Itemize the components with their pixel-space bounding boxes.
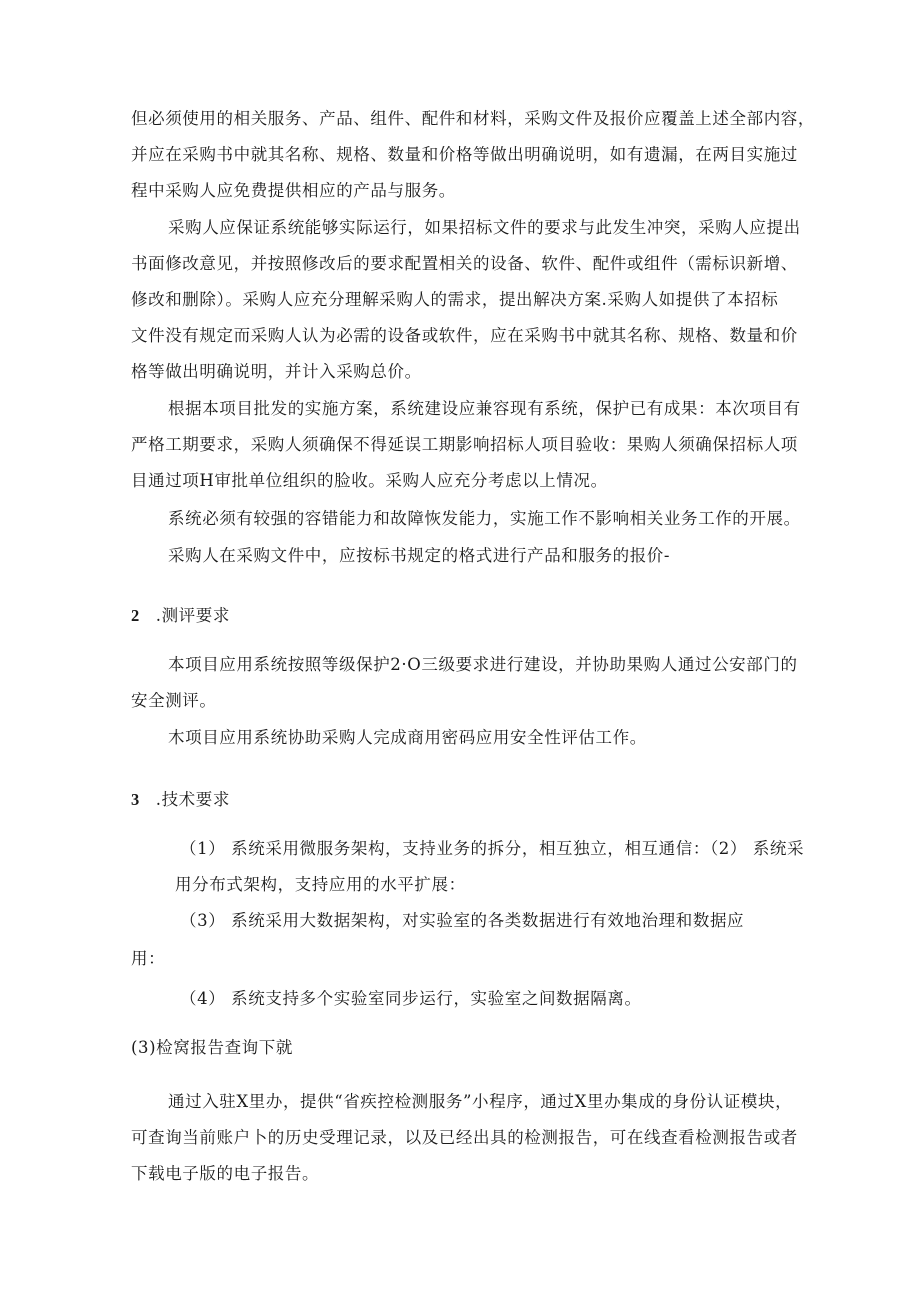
paragraph-line: 通过入驻X里办，提供“省疾控检测服务”小程序，通过X里办集成的身份认证模块，: [168, 1092, 793, 1111]
paragraph-line: 安全测评。: [131, 691, 217, 710]
section-heading-report-query: (3)检窝报告查询下就: [131, 1038, 293, 1057]
section-title: .测评要求: [155, 606, 230, 625]
list-item: 用：: [131, 949, 166, 968]
section-heading-testing: [131, 605, 230, 627]
paragraph-line: 采购人在采购文件中，应按标书规定的格式进行产品和服务的报价-: [168, 546, 671, 565]
paragraph-line: 严格工期要求，采购人须确保不得延误工期影响招标人项目验收：果购人须确保招标人项: [131, 435, 798, 454]
paragraph-line: 系统必须有较强的容错能力和故障恢发能力，实施工作不影响相关业务工作的开展。: [168, 509, 801, 528]
section-number: 3: [131, 790, 140, 809]
paragraph-line: 并应在采购书中就其名称、规格、数量和价格等做出明确说明，如有遗漏，在两目实施过: [131, 145, 798, 164]
section-heading-technical: [131, 789, 230, 811]
paragraph-line: 木项目应用系统协助采购人完成商用密码应用安全性评估工作。: [168, 728, 647, 747]
paragraph-line: 可查询当前账户卜的历史受理记录，以及已经出具的检测报告，可在线查看检测报告或者: [131, 1128, 798, 1147]
list-item: （3） 系统采用大数据架构，对实验室的各类数据进行有效地治理和数据应: [180, 911, 745, 930]
list-item: （4） 系统支持多个实验室同步运行，实验室之间数据隔离。: [180, 989, 642, 1008]
paragraph-line: 本项目应用系统按照等级保护2·O三级要求进行建设，并协助果购人通过公安部门的: [168, 655, 798, 674]
paragraph-line: 书面修改意见，并按照修改后的要求配置相关的设备、软件、配件或组件（需标识新增、: [131, 254, 798, 273]
paragraph-line: 目通过项H审批单位组织的脸收。采购人应充分考虑以上情况。: [131, 471, 608, 490]
paragraph-line: 根据本项目批发的实施方案，系统建设应兼容现有系统，保护已有成果：本次项目有: [168, 399, 801, 418]
paragraph-line: 格等做出明确说明，并计入采购总价。: [131, 362, 422, 381]
section-title: .技术要求: [155, 790, 230, 809]
paragraph-line: 但必须使用的相关服务、产品、组件、配件和材料，采购文件及报价应覆盖上述全部内容，: [131, 109, 815, 128]
list-item: 用分布式架构，支持应用的水平扩展：: [175, 875, 466, 894]
paragraph-line: 采购人应保证系统能够实际运行，如果招标文件的要求与此发生冲突，采购人应提出: [168, 218, 801, 237]
section-number: 2: [131, 606, 140, 625]
paragraph-line: 文件没有规定而采购人认为必需的设备或软件，应在采购书中就其名称、规格、数量和价: [131, 326, 798, 345]
list-item: （1） 系统采用微服务架构，支持业务的拆分，相互独立，相互通信：（2） 系统采: [180, 839, 805, 858]
paragraph-line: 修改和删除）。采购人应充分理解采购人的需求，提出解决方案.采购人如提供了本招标: [131, 290, 779, 309]
paragraph-line: 程中采购人应免费提供相应的产品与服务。: [131, 181, 456, 200]
paragraph-line: 下载电子版的电子报告。: [131, 1164, 320, 1183]
